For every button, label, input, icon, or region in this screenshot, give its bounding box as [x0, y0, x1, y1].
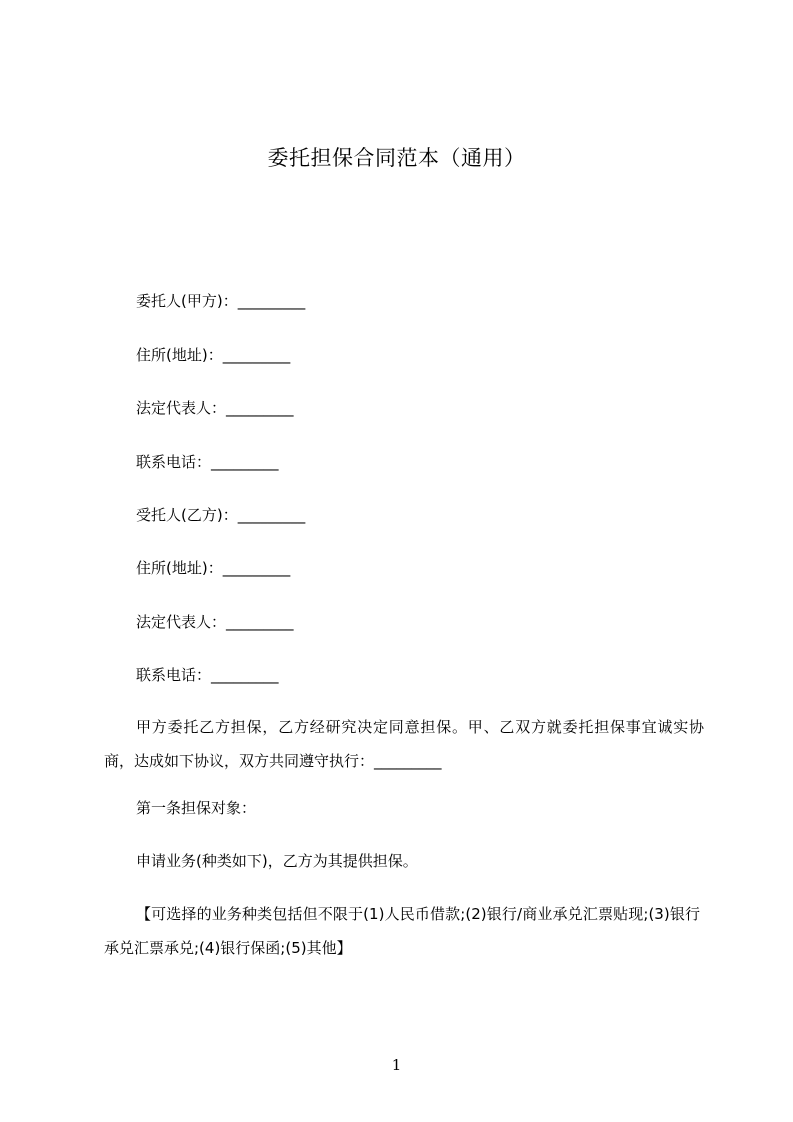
article-1-heading: 第一条担保对象：: [136, 799, 257, 817]
article-1-body: 申请业务(种类如下)，乙方为其提供担保。: [136, 852, 418, 870]
party-a-principal: 委托人(甲方)：_________: [136, 292, 306, 310]
party-a-legal-rep: 法定代表人：_________: [136, 399, 294, 417]
party-a-phone: 联系电话：_________: [136, 453, 279, 471]
article-1-note: 【可选择的业务种类包括但不限于(1)人民币借款;(2)银行/商业承兑汇票贴现;(3)银行承兑汇票承兑;(4)银行保函;(5)其他】: [104, 905, 700, 957]
party-b-address: 住所(地址)：_________: [136, 559, 291, 577]
party-a-address: 住所(地址)：_________: [136, 346, 291, 364]
page-number: 1: [391, 1056, 402, 1074]
party-b-trustee: 受托人(乙方)：_________: [136, 506, 306, 524]
party-b-legal-rep: 法定代表人：_________: [136, 613, 294, 631]
intro-paragraph: 甲方委托乙方担保，乙方经研究决定同意担保。甲、乙双方就委托担保事宜诚实协商，达成如下协议，双方共同遵守执行：_________: [104, 718, 704, 770]
party-b-phone: 联系电话：_________: [136, 666, 279, 684]
document-title: 委托担保合同范本（通用）: [267, 146, 526, 170]
